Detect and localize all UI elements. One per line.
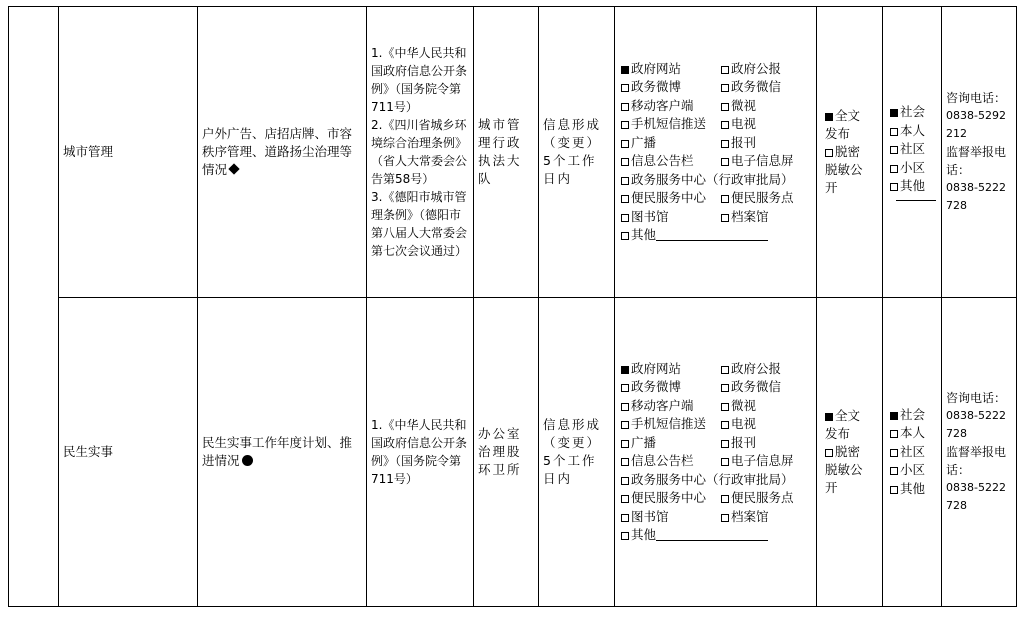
scope-option <box>825 443 869 497</box>
option-label: 本人 <box>900 425 926 441</box>
option-label: 政府公报 <box>731 360 782 376</box>
unchecked-box-icon <box>621 158 629 166</box>
report-number: 0838-5222728 <box>946 181 1006 212</box>
dot-icon <box>242 455 253 466</box>
channel-option <box>621 489 721 508</box>
unchecked-box-icon <box>721 158 729 166</box>
fill-in-blank <box>656 228 768 241</box>
fill-in-blank <box>896 200 936 201</box>
audience-option <box>890 122 937 141</box>
channel-option-other <box>621 226 815 245</box>
subject-text: 办公室治理股环卫所 <box>478 426 522 477</box>
basis-item: 2.《四川省城乡环境综合治理条例》（省人大常委会公告第58号） <box>371 118 468 186</box>
unchecked-box-icon <box>721 458 729 466</box>
option-label: 微视 <box>731 97 757 113</box>
category-cell <box>59 7 198 298</box>
blank-cell <box>9 7 59 298</box>
checked-box-icon <box>621 66 629 74</box>
table-row <box>9 298 1017 607</box>
channel-option <box>621 115 721 134</box>
option-label: 政府网站 <box>631 360 682 376</box>
basis-item: 3.《德阳市城市管理条例》（德阳市第八届人大常委会第七次会议通过） <box>371 190 468 258</box>
option-label: 脱密脱敏公开 <box>825 144 863 195</box>
channel-option <box>721 97 815 116</box>
channel-option <box>621 397 721 416</box>
channel-option <box>721 134 815 153</box>
unchecked-box-icon <box>721 84 729 92</box>
unchecked-box-icon <box>721 495 729 503</box>
unchecked-box-icon <box>721 403 729 411</box>
option-label: 电子信息屏 <box>731 453 794 468</box>
option-label: 其他 <box>631 527 657 542</box>
audience-cell <box>883 7 942 298</box>
channel-option <box>621 134 721 153</box>
content-text: 民生实事工作年度计划、推进情况 <box>202 435 353 468</box>
consult-number: 0838-5222728 <box>946 409 1006 440</box>
disclosure-table <box>8 6 1017 607</box>
option-label: 全文发布 <box>825 408 861 441</box>
unchecked-box-icon <box>621 477 629 485</box>
option-label: 档案馆 <box>731 508 769 524</box>
channel-options <box>621 360 812 545</box>
channel-option <box>721 78 815 97</box>
option-label: 报刊 <box>731 434 757 450</box>
unchecked-box-icon <box>621 103 629 111</box>
audience-option <box>890 103 937 122</box>
scope-cell <box>817 298 883 607</box>
option-label: 其他 <box>631 227 657 242</box>
channel-option <box>621 152 721 171</box>
option-label: 手机短信推送 <box>631 416 707 431</box>
channel-option <box>721 208 815 227</box>
option-label: 政府公报 <box>731 60 782 76</box>
option-label: 脱密脱敏公开 <box>825 444 863 495</box>
unchecked-box-icon <box>621 495 629 503</box>
report-number: 0838-5222728 <box>946 481 1006 512</box>
channel-option <box>621 415 721 434</box>
channel-option <box>721 397 815 416</box>
basis-cell <box>367 7 474 298</box>
unchecked-box-icon <box>721 195 729 203</box>
option-label: 移动客户端 <box>631 397 694 413</box>
channel-option <box>721 189 815 208</box>
scope-option <box>825 107 869 143</box>
channel-option <box>621 78 721 97</box>
diamond-icon <box>228 163 239 174</box>
option-label: 社会 <box>900 104 926 120</box>
option-label: 广播 <box>631 434 657 450</box>
consult-number: 0838-5292212 <box>946 109 1006 140</box>
unchecked-box-icon <box>621 421 629 429</box>
report-label: 监督举报电话： <box>946 145 1007 177</box>
option-label: 便民服务中心 <box>631 490 707 505</box>
option-label: 本人 <box>900 122 926 138</box>
option-label: 电子信息屏 <box>731 153 794 168</box>
option-label: 微视 <box>731 397 757 413</box>
content-cell <box>198 298 367 607</box>
channel-option <box>621 171 815 190</box>
channel-options <box>621 60 812 245</box>
unchecked-box-icon <box>890 165 898 173</box>
option-label: 便民服务点 <box>731 190 794 205</box>
timeframe-text: 信息形成（变更）5个工作日内 <box>543 417 602 486</box>
category-cell <box>59 298 198 607</box>
option-label: 政务微信 <box>731 379 782 394</box>
checked-box-icon <box>890 109 898 117</box>
channel-option <box>621 508 721 527</box>
consult-label: 咨询电话： <box>946 91 1007 105</box>
unchecked-box-icon <box>890 449 898 457</box>
option-label: 社区 <box>900 141 926 157</box>
option-label: 报刊 <box>731 134 757 150</box>
unchecked-box-icon <box>621 458 629 466</box>
checked-box-icon <box>825 413 833 421</box>
report-label: 监督举报电话： <box>946 445 1007 477</box>
unchecked-box-icon <box>721 384 729 392</box>
channel-option-other <box>621 526 815 545</box>
basis-item: 1.《中华人民共和国政府信息公开条例》（国务院令第 711号） <box>371 418 468 486</box>
unchecked-box-icon <box>825 449 833 457</box>
audience-option <box>890 480 937 499</box>
option-label: 移动客户端 <box>631 97 694 113</box>
audience-option <box>890 177 937 196</box>
option-label: 电视 <box>731 116 757 131</box>
channel-option <box>721 152 815 171</box>
subject-cell <box>474 298 539 607</box>
channel-option <box>721 378 815 397</box>
option-label: 社区 <box>900 443 926 459</box>
option-label: 小区 <box>900 462 926 478</box>
channels-cell <box>615 298 817 607</box>
unchecked-box-icon <box>621 214 629 222</box>
unchecked-box-icon <box>621 177 629 185</box>
option-label: 信息公告栏 <box>631 153 694 168</box>
channel-option <box>721 489 815 508</box>
unchecked-box-icon <box>890 467 898 475</box>
unchecked-box-icon <box>621 403 629 411</box>
checked-box-icon <box>890 412 898 420</box>
timeframe-cell <box>539 7 615 298</box>
channel-option <box>721 415 815 434</box>
audience-option <box>890 443 937 462</box>
fill-in-blank <box>656 528 768 541</box>
subject-text: 城市管理行政执法大队 <box>478 117 522 186</box>
option-label: 政务微信 <box>731 79 782 94</box>
unchecked-box-icon <box>621 440 629 448</box>
option-label: 图书馆 <box>631 508 669 524</box>
audience-options <box>890 103 937 201</box>
consult-label: 咨询电话： <box>946 391 1007 405</box>
unchecked-box-icon <box>621 84 629 92</box>
channel-option <box>621 189 721 208</box>
channel-option <box>621 208 721 227</box>
unchecked-box-icon <box>890 146 898 154</box>
unchecked-box-icon <box>721 421 729 429</box>
unchecked-box-icon <box>621 532 629 540</box>
unchecked-box-icon <box>721 440 729 448</box>
unchecked-box-icon <box>721 66 729 74</box>
unchecked-box-icon <box>621 195 629 203</box>
option-label: 广播 <box>631 134 657 150</box>
content-cell <box>198 7 367 298</box>
channel-option <box>721 115 815 134</box>
table-row <box>9 7 1017 298</box>
option-label: 政务微博 <box>631 379 682 394</box>
option-label: 手机短信推送 <box>631 116 707 131</box>
option-label: 政务服务中心（行政审批局） <box>631 171 794 187</box>
audience-cell <box>883 298 942 607</box>
unchecked-box-icon <box>621 140 629 148</box>
channels-cell <box>615 7 817 298</box>
checked-box-icon <box>621 366 629 374</box>
unchecked-box-icon <box>721 366 729 374</box>
timeframe-cell <box>539 298 615 607</box>
audience-option <box>890 424 937 443</box>
unchecked-box-icon <box>721 214 729 222</box>
channel-option <box>621 434 721 453</box>
unchecked-box-icon <box>621 232 629 240</box>
option-label: 政务服务中心（行政审批局） <box>631 471 794 487</box>
unchecked-box-icon <box>890 128 898 136</box>
channel-option <box>621 378 721 397</box>
channel-option <box>721 434 815 453</box>
channel-option <box>621 60 721 79</box>
option-label: 小区 <box>900 159 926 175</box>
option-label: 图书馆 <box>631 208 669 224</box>
content-text: 户外广告、店招店牌、市容秩序管理、道路扬尘治理等情况 <box>202 126 353 177</box>
category-text: 民生实事 <box>63 444 114 459</box>
channel-option <box>621 452 721 471</box>
scope-cell <box>817 7 883 298</box>
basis-cell <box>367 298 474 607</box>
channel-option <box>621 360 721 379</box>
option-label: 社会 <box>900 406 926 422</box>
channel-option <box>721 60 815 79</box>
option-label: 政府网站 <box>631 60 682 76</box>
unchecked-box-icon <box>721 103 729 111</box>
option-label: 政务微博 <box>631 79 682 94</box>
unchecked-box-icon <box>825 149 833 157</box>
unchecked-box-icon <box>621 121 629 129</box>
option-label: 档案馆 <box>731 208 769 224</box>
option-label: 电视 <box>731 416 757 431</box>
contact-cell <box>942 298 1017 607</box>
channel-option <box>721 360 815 379</box>
blank-cell <box>9 298 59 607</box>
audience-option <box>890 140 937 159</box>
unchecked-box-icon <box>890 183 898 191</box>
option-label: 其他 <box>900 178 926 194</box>
checked-box-icon <box>825 113 833 121</box>
channel-option <box>621 97 721 116</box>
option-label: 其他 <box>900 480 926 496</box>
option-label: 便民服务中心 <box>631 190 707 205</box>
channel-option <box>621 471 815 490</box>
option-label: 信息公告栏 <box>631 453 694 468</box>
audience-options <box>890 406 937 499</box>
timeframe-text: 信息形成（变更）5个工作日内 <box>543 117 602 186</box>
subject-cell <box>474 7 539 298</box>
unchecked-box-icon <box>721 121 729 129</box>
unchecked-box-icon <box>621 514 629 522</box>
unchecked-box-icon <box>721 140 729 148</box>
unchecked-box-icon <box>721 514 729 522</box>
audience-option <box>890 159 937 178</box>
audience-option <box>890 406 937 425</box>
channel-option <box>721 508 815 527</box>
unchecked-box-icon <box>890 430 898 438</box>
audience-option <box>890 461 937 480</box>
scope-option <box>825 143 869 197</box>
category-text: 城市管理 <box>63 144 114 159</box>
basis-item: 1.《中华人民共和国政府信息公开条例》（国务院令第 711号） <box>371 46 468 114</box>
unchecked-box-icon <box>890 486 898 494</box>
scope-option <box>825 407 869 443</box>
option-label: 全文发布 <box>825 108 861 141</box>
contact-cell <box>942 7 1017 298</box>
unchecked-box-icon <box>621 384 629 392</box>
option-label: 便民服务点 <box>731 490 794 505</box>
channel-option <box>721 452 815 471</box>
